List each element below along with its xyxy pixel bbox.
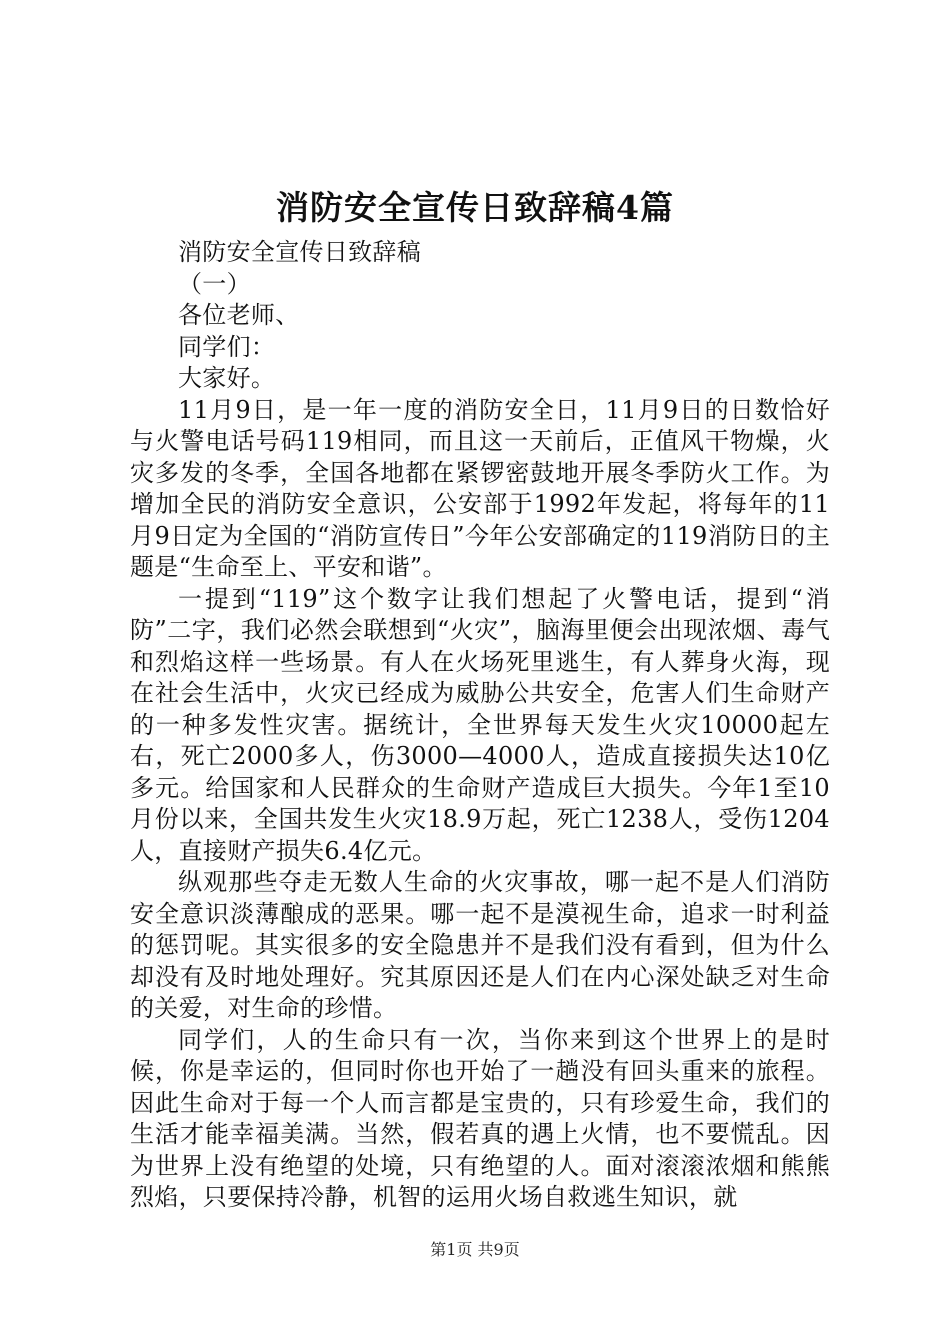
- paragraph-body: 11月9日，是一年一度的消防安全日，11月9日的日数恰好与火警电话号码119相同，而且这一天前后，正值风干物燥，火灾多发的冬季，全国各地都在紧锣密鼓地开展冬季防火工作。为增加全民的消防安全意识，公安部于1992年发起，将每年的11月9日定为全国的“消防宣传日”今年公安部确定的119消防日的主题是“生命至上、平安和谐”。: [130, 395, 830, 581]
- paragraph-body: 同学们，人的生命只有一次，当你来到这个世界上的是时候，你是幸运的，但同时你也开始了一趟没有回头重来的旅程。因此生命对于每一个人而言都是宝贵的，只有珍爱生命，我们的生活才能幸福美满。当然，假若真的遇上火情，也不要慌乱。因为世界上没有绝望的处境，只有绝望的人。面对滚滚浓烟和熊熊烈焰，只要保持冷静，机智的运用火场自救逃生知识，就: [130, 1025, 830, 1211]
- paragraph-salutation-teachers: 各位老师、: [178, 301, 300, 329]
- paragraph-subtitle: 消防安全宣传日致辞稿: [178, 238, 421, 266]
- paragraph-body: 纵观那些夺走无数人生命的火灾事故，哪一起不是人们消防安全意识淡薄酿成的恶果。哪一起不是漠视生命，追求一时利益的惩罚呢。其实很多的安全隐患并不是我们没有看到，但为什么却没有及时地处理好。究其原因还是人们在内心深处缺乏对生命的关爱，对生命的珍惜。: [130, 868, 830, 1022]
- paragraph-greeting: 大家好。: [178, 364, 276, 392]
- paragraph-section-number: （一）: [178, 269, 251, 298]
- paragraph-salutation-students: 同学们：: [178, 332, 276, 361]
- paragraph-body: 一提到“119”这个数字让我们想起了火警电话，提到“消防”二字，我们必然会联想到“火灾”，脑海里便会出现浓烟、毒气和烈焰这样一些场景。有人在火场死里逃生，有人葬身火海，现在社会生活中，火灾已经成为威胁公共安全，危害人们生命财产的一种多发性灾害。据统计，全世界每天发生火灾10000起左右，死亡2000多人，伤3000—4000人，造成直接损失达10亿多元。给国家和人民群众的生命财产造成巨大损失。今年1至10月份以来，全国共发生火灾18.9万起，死亡1238人，受伤1204人，直接财产损失6.4亿元。: [130, 584, 830, 865]
- page-footer: 第1页 共9页: [430, 1240, 520, 1259]
- document-title: 消防安全宣传日致辞稿4篇: [276, 188, 674, 227]
- document-body: [130, 237, 830, 1214]
